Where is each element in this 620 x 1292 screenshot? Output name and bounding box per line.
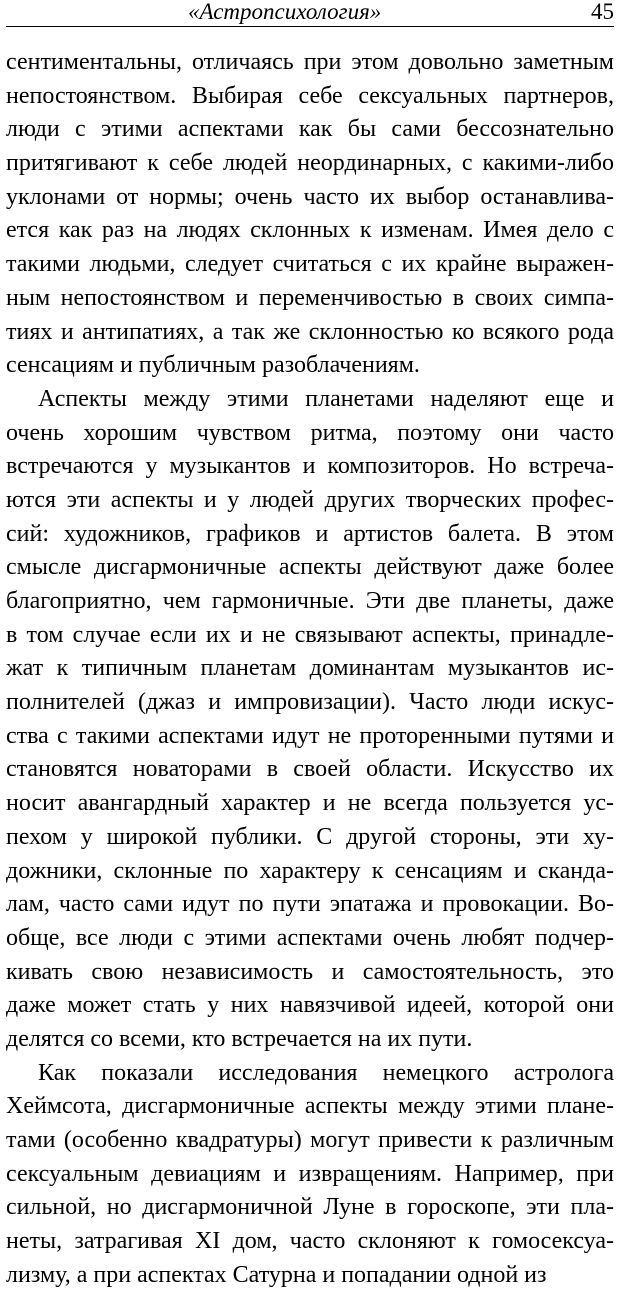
text-line: пехом у широкой публики. С другой стороны, эти ху- (6, 823, 614, 850)
text-line: сентиментальны, отличаясь при этом довольно заметным (6, 49, 614, 75)
text-line: неты, затрагивая XI дом, часто склоняют к гомосексуа- (6, 1228, 614, 1255)
text-line: ется как раз на людях склонных к изменам. Имея дело с (6, 217, 614, 244)
text-line: обще, все люди с этими аспектами очень любят подчер- (6, 924, 614, 951)
text-line: полнителей (джаз и импровизации). Часто люди искус- (6, 689, 614, 716)
text-line: лам, часто сами идут по пути эпатажа и провокации. Во- (6, 891, 614, 918)
running-title: «Астропсихология» (188, 0, 382, 24)
text-line: тиях и антипатиях, а так же склонностью ко всякого рода (6, 318, 614, 345)
text-line: тами (особенно квадратуры) могут привести к различным (6, 1127, 614, 1153)
text-line: ным непостоянством и переменчивостью в своих симпа- (6, 284, 614, 311)
text-line: Аспекты между этими планетами наделяют еще и (38, 385, 614, 412)
paragraph (6, 1057, 614, 1292)
text-line: в том случае если их и не связывают аспекты, принадле- (6, 621, 614, 648)
text-line: сильной, но дисгармоничной Луне в гороскопе, эти пла- (6, 1194, 614, 1221)
text-line: благоприятно, чем гармоничные. Эти две планеты, даже (6, 588, 614, 614)
text-line: притягивают к себе людей неординарных, с какими-либо (6, 150, 614, 177)
text-line: Как показали исследования немецкого астролога (38, 1059, 614, 1086)
text-line: сексуальным девиациям и извращениям. Например, при (6, 1160, 614, 1187)
text-line: лизму, а при аспектах Сатурна и попадании одной из (6, 1261, 547, 1288)
text-line: Хеймсота, дисгармоничные аспекты между этими плане- (6, 1093, 614, 1120)
text-line: встречаются у музыкантов и композиторов. Но встреча- (6, 453, 614, 480)
text-line: ются эти аспекты и у людей других творческих профес- (6, 486, 614, 513)
paragraph (6, 383, 614, 1057)
text-line: ства с такими аспектами идут не проторенными путями и (6, 722, 614, 749)
text-line: сенсациям и публичным разоблачениям. (6, 352, 420, 379)
text-line: жат к типичным планетам доминантам музыкантов ис- (6, 655, 614, 682)
text-line: очень хорошим чувством ритма, поэтому они часто (6, 419, 614, 446)
text-line: дожники, склонные по характеру к сенсациям и сканда- (6, 857, 614, 884)
text-line: становятся новаторами в своей области. Искусство их (6, 756, 614, 783)
text-line: делятся со всеми, кто встречается на их пути. (6, 1025, 473, 1052)
page-number: 45 (591, 0, 614, 24)
text-line: непостоянством. Выбирая себе сексуальных партнеров, (6, 82, 614, 109)
text-line: кивать свою независимость и самостоятельность, это (6, 958, 614, 985)
text-line: даже может стать у них навязчивой идеей, которой они (6, 992, 614, 1019)
text-line: сий: художников, графиков и артистов балета. В этом (6, 520, 614, 547)
text-line: такими людьми, следует считаться с их крайне выражен- (6, 251, 614, 278)
paragraph (6, 46, 614, 383)
text-line: смысле дисгармоничные аспекты действуют даже более (6, 554, 614, 581)
body-text (6, 46, 614, 1292)
text-line: носит авангардный характер и не всегда пользуется ус- (6, 790, 614, 817)
text-line: уклонами от нормы; очень часто их выбор останавлива- (6, 183, 614, 210)
running-header (6, 0, 614, 27)
text-line: люди с этими аспектами как бы сами бессознательно (6, 116, 614, 143)
